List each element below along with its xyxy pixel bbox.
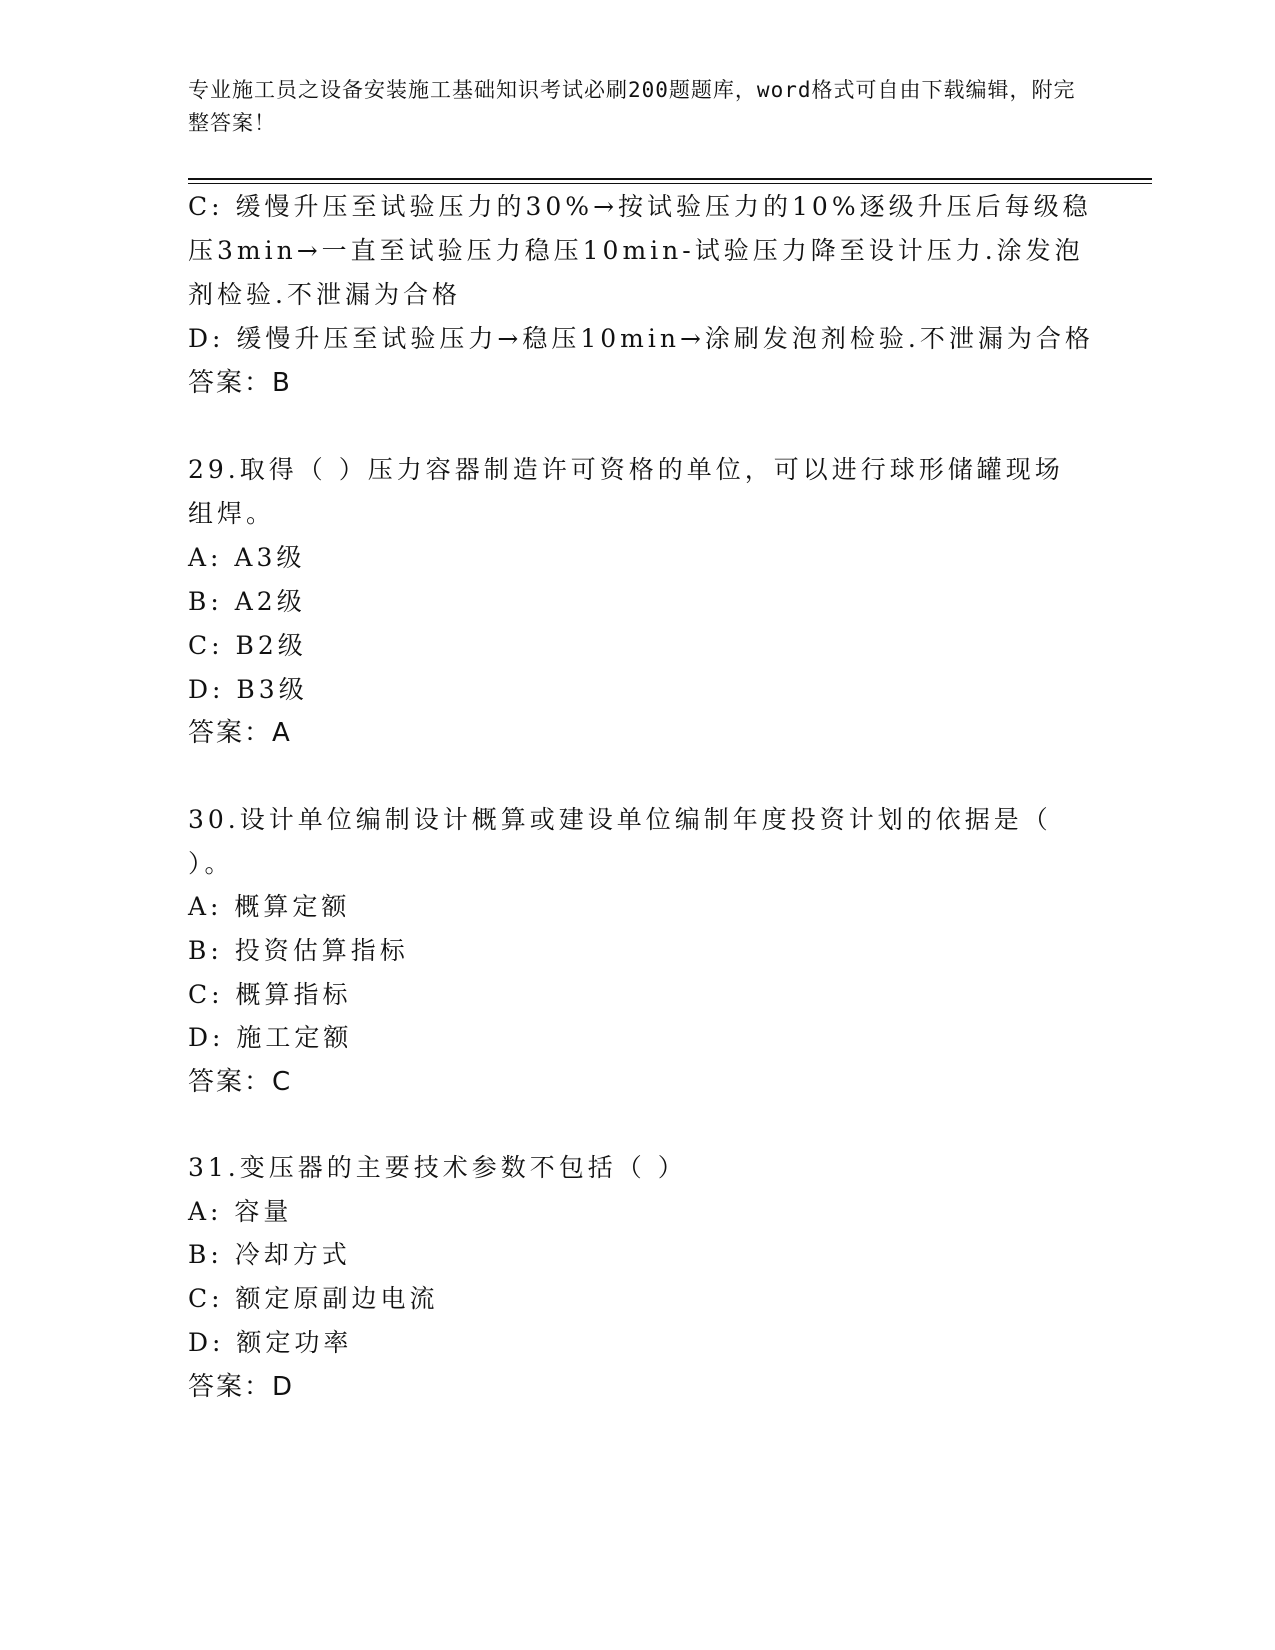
q31-option-c: C: 额定原副边电流: [188, 1284, 439, 1313]
q29-option-b: B: A2级: [188, 587, 306, 616]
q29-stem-line-1: 29.取得（ ）压力容器制造许可资格的单位，可以进行球形储罐现场: [188, 455, 1064, 484]
header-rule-thick: [188, 178, 1152, 180]
q28-option-c-line-1: C: 缓慢升压至试验压力的30%→按试验压力的10%逐级升压后每级稳: [188, 192, 1092, 221]
q30-stem-line-1: 30.设计单位编制设计概算或建设单位编制年度投资计划的依据是（: [188, 805, 1052, 834]
q29-option-d: D: B3级: [188, 675, 308, 704]
q30-option-d: D: 施工定额: [188, 1023, 353, 1052]
header-rule-thin: [188, 183, 1152, 184]
document-header: 专业施工员之设备安装施工基础知识考试必刷200题题库，word格式可自由下载编辑，附完整答案！: [188, 78, 1076, 135]
q28-option-d: D: 缓慢升压至试验压力→稳压10min→涂刷发泡剂检验.不泄漏为合格: [188, 324, 1094, 353]
q31-option-d: D: 额定功率: [188, 1328, 353, 1357]
q29-answer: 答案：A: [188, 718, 292, 748]
q29-option-c: C: B2级: [188, 631, 307, 660]
q29-option-a: A: A3级: [188, 543, 306, 572]
q28-answer: 答案：B: [188, 368, 292, 398]
q31-answer: 答案：D: [188, 1372, 295, 1402]
q31-option-b: B: 冷却方式: [188, 1240, 351, 1269]
q29-stem-line-2: 组焊。: [188, 499, 276, 528]
q30-option-a: A: 概算定额: [188, 892, 351, 921]
q30-option-b: B: 投资估算指标: [188, 936, 409, 965]
q30-option-c: C: 概算指标: [188, 980, 352, 1009]
q30-answer: 答案：C: [188, 1067, 293, 1097]
q30-stem-line-2: ）。: [188, 849, 234, 878]
q28-option-c-line-3: 剂检验.不泄漏为合格: [188, 280, 461, 309]
q28-option-c-line-2: 压3min→一直至试验压力稳压10min-试验压力降至设计压力.涂发泡: [188, 236, 1084, 265]
q31-option-a: A: 容量: [188, 1197, 293, 1226]
q31-stem: 31.变压器的主要技术参数不包括（ ）: [188, 1153, 687, 1182]
